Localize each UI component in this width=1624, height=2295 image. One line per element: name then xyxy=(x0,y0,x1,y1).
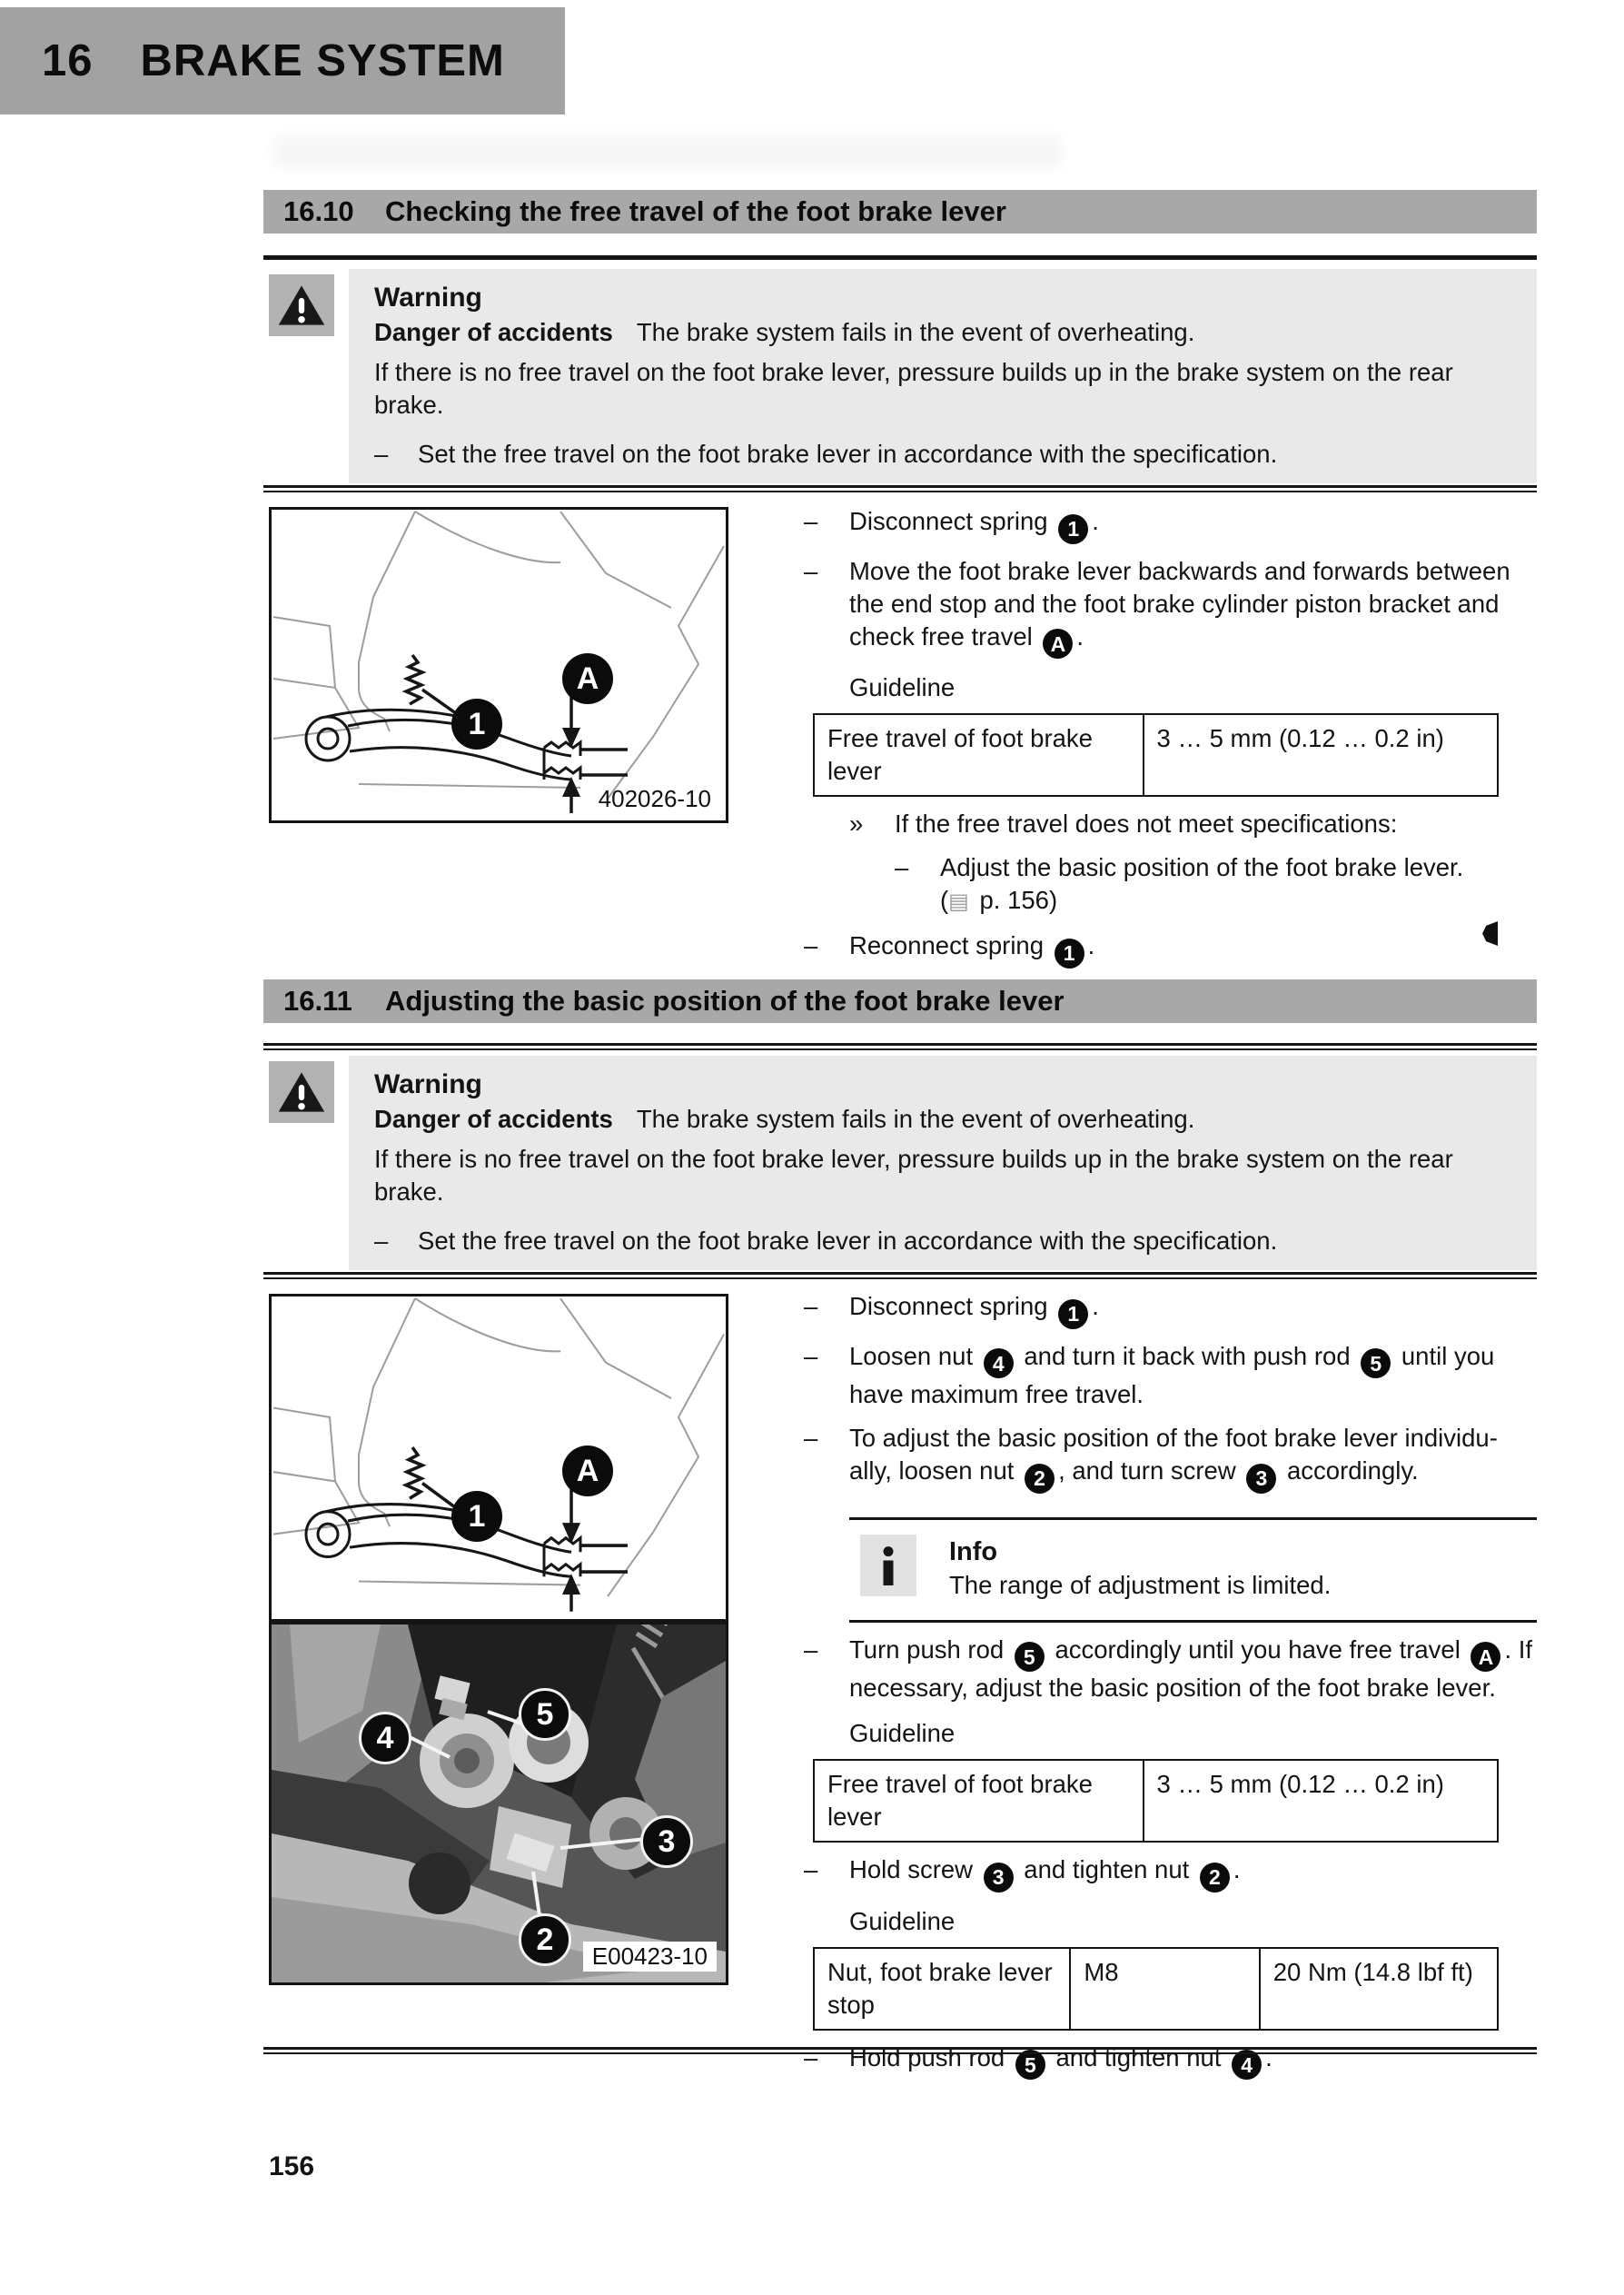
figure-label: 402026-10 xyxy=(598,785,711,812)
figure-callout-A: A xyxy=(562,653,613,704)
callout-badge: 2 xyxy=(1200,1863,1230,1893)
guideline-label: Guideline xyxy=(849,673,956,701)
bullet-dash: – xyxy=(804,1424,818,1452)
warning-body: If there is no free travel on the foot brake lever, pressure builds up in the brake system on the rear brake. xyxy=(374,1145,1453,1206)
figure-callout-1: 1 xyxy=(451,699,502,750)
rule xyxy=(263,255,1537,260)
bullet-dash: – xyxy=(895,853,909,881)
guideline-table xyxy=(813,1759,1499,1843)
step-text: Disconnect spring 1 . xyxy=(849,1290,1537,1329)
table-row xyxy=(814,1948,1498,2030)
step-text: Loosen nut 4 and turn it back with push rod 5 until you have maximum free travel. xyxy=(849,1341,1495,1408)
step-bullet xyxy=(804,1853,1537,1893)
step-text: Adjust the basic position of the foot brake lever. (▤ p. 156) xyxy=(940,853,1464,914)
lever-drawing xyxy=(272,510,726,820)
bullet-dash: – xyxy=(804,556,818,585)
photo-callout-2: 2 xyxy=(519,1913,571,1966)
photo-callout-4: 4 xyxy=(359,1712,411,1764)
result-marker: » xyxy=(849,810,864,838)
callout-badge: A xyxy=(1471,1642,1500,1672)
step-bullet xyxy=(804,1290,1537,1329)
warning-box xyxy=(349,1056,1537,1270)
table-cell: 3 … 5 mm (0.12 … 0.2 in) xyxy=(1144,1760,1498,1842)
linkage-photo xyxy=(272,1624,726,1982)
warning-hazard-text: The brake system fails in the event of overheating. xyxy=(636,1105,1195,1133)
section-16-11-header xyxy=(263,979,1537,1023)
figure-callout-A: A xyxy=(562,1446,613,1496)
warning-box xyxy=(349,269,1537,483)
bullet-dash: – xyxy=(804,2042,818,2071)
section-number: 16.11 xyxy=(283,985,352,1017)
step-bullet xyxy=(804,1634,1537,1705)
table-row xyxy=(814,714,1498,796)
figure-lever-drawing-2 xyxy=(269,1294,728,1622)
figure-lever-drawing xyxy=(269,507,728,823)
guideline-table xyxy=(813,1947,1499,2031)
callout-badge: 3 xyxy=(1246,1464,1276,1494)
rule xyxy=(263,485,1537,492)
book-icon: ▤ xyxy=(948,889,969,914)
lever-drawing xyxy=(272,1297,726,1619)
step-bullet xyxy=(804,505,1537,544)
guideline-table xyxy=(813,713,1499,797)
section-16-10-header xyxy=(263,190,1537,233)
step-text: Turn push rod 5 accordingly until you have free travel A . If necessary, adjust the basic position of the foot brake lever. xyxy=(849,1634,1533,1702)
table-cell: Free travel of foot brake lever xyxy=(814,1760,1144,1842)
photo-callout-3: 3 xyxy=(640,1815,693,1868)
guideline-label: Guideline xyxy=(849,1906,956,1935)
bullet-dash: – xyxy=(804,1292,818,1320)
info-box xyxy=(849,1517,1537,1623)
info-title: Info xyxy=(949,1536,998,1566)
table-row xyxy=(814,1760,1498,1842)
callout-badge: 4 xyxy=(1232,2050,1262,2080)
warning-title: Warning xyxy=(374,1069,482,1099)
figure-photo-linkage xyxy=(269,1622,728,1985)
step-text: Reconnect spring 1 . xyxy=(849,929,1537,969)
figure-callout-1: 1 xyxy=(451,1491,502,1542)
callout-badge: 5 xyxy=(1015,1642,1045,1672)
warning-lead xyxy=(374,1103,1513,1136)
chapter-header xyxy=(0,7,565,114)
callout-badge: 4 xyxy=(984,1348,1014,1378)
section-16-11-steps xyxy=(804,1279,1537,2080)
section-title: Checking the free travel of the foot brake lever xyxy=(385,195,1006,227)
step-text: To adjust the basic position of the foot brake lever individu- ally, loosen nut 2 , and turn screw 3 accordingly. xyxy=(849,1422,1537,1494)
step-text: If the free travel does not meet specifications: xyxy=(895,810,1398,838)
table-cell: Nut, foot brake lever stop xyxy=(814,1948,1070,2030)
callout-badge: 2 xyxy=(1025,1464,1055,1494)
section-title: Adjusting the basic position of the foot brake lever xyxy=(385,985,1065,1017)
guideline-label: Guideline xyxy=(849,1719,956,1747)
step-text: Move the foot brake lever backwards and forwards between the end stop and the foot brake cylinder piston bracket and check free travel A . xyxy=(849,555,1537,660)
rule xyxy=(263,1043,1537,1050)
warning-hazard: Danger of accidents xyxy=(374,1105,613,1133)
step-bullet xyxy=(804,555,1537,660)
warning-title: Warning xyxy=(374,283,482,313)
bullet-dash: – xyxy=(804,931,818,959)
warning-triangle-icon xyxy=(269,1061,334,1123)
table-cell: 3 … 5 mm (0.12 … 0.2 in) xyxy=(1144,714,1498,796)
bullet-dash: – xyxy=(804,1855,818,1883)
photo-callout-5: 5 xyxy=(519,1688,571,1741)
section-number: 16.10 xyxy=(283,195,354,227)
bullet-dash: – xyxy=(804,507,818,535)
warning-action: – Set the free travel on the foot brake lever in accordance with the specification. xyxy=(374,1227,1278,1255)
callout-badge: A xyxy=(1043,629,1073,659)
step-subbullet xyxy=(804,851,1537,919)
info-content xyxy=(949,1535,1331,1602)
table-cell: M8 xyxy=(1070,1948,1259,2030)
callout-badge: 3 xyxy=(984,1863,1014,1893)
step-bullet xyxy=(804,929,1537,969)
warning-hazard-text: The brake system fails in the event of overheating. xyxy=(636,318,1195,346)
info-icon xyxy=(860,1535,916,1596)
warning-action: – Set the free travel on the foot brake lever in accordance with the specification. xyxy=(374,440,1278,468)
warning-body: If there is no free travel on the foot brake lever, pressure builds up in the brake system on the rear brake. xyxy=(374,358,1453,419)
step-text: Hold push rod 5 and tighten nut 4 . xyxy=(849,2042,1537,2081)
step-text: Disconnect spring 1 . xyxy=(849,505,1537,544)
callout-badge: 1 xyxy=(1058,514,1088,544)
step-bullet xyxy=(804,1422,1537,1494)
step-text: Hold screw 3 and tighten nut 2 . xyxy=(849,1853,1537,1893)
figure-label: E00423-10 xyxy=(583,1942,717,1972)
table-cell: Free travel of foot brake lever xyxy=(814,714,1144,796)
warning-hazard: Danger of accidents xyxy=(374,318,613,346)
bullet-dash: – xyxy=(804,1341,818,1370)
callout-badge: 1 xyxy=(1055,939,1084,969)
warning-triangle-icon xyxy=(269,274,334,336)
step-bullet xyxy=(804,1340,1537,1412)
callout-badge: 1 xyxy=(1058,1299,1088,1329)
chapter-title: BRAKE SYSTEM xyxy=(140,36,505,85)
chapter-number: 16 xyxy=(42,36,94,85)
step-sub xyxy=(804,808,1537,840)
bullet-dash: – xyxy=(804,1634,818,1664)
callout-badge: 5 xyxy=(1015,2050,1045,2080)
scan-smudge xyxy=(272,134,1063,169)
table-cell: 20 Nm (14.8 lbf ft) xyxy=(1260,1948,1498,2030)
rule xyxy=(263,2047,1537,2054)
section-16-10-steps xyxy=(804,494,1537,969)
warning-lead xyxy=(374,316,1513,349)
info-text: The range of adjustment is limited. xyxy=(949,1570,1332,1599)
rule xyxy=(263,1272,1537,1279)
page-number: 156 xyxy=(269,2151,315,2181)
callout-badge: 5 xyxy=(1361,1348,1391,1378)
